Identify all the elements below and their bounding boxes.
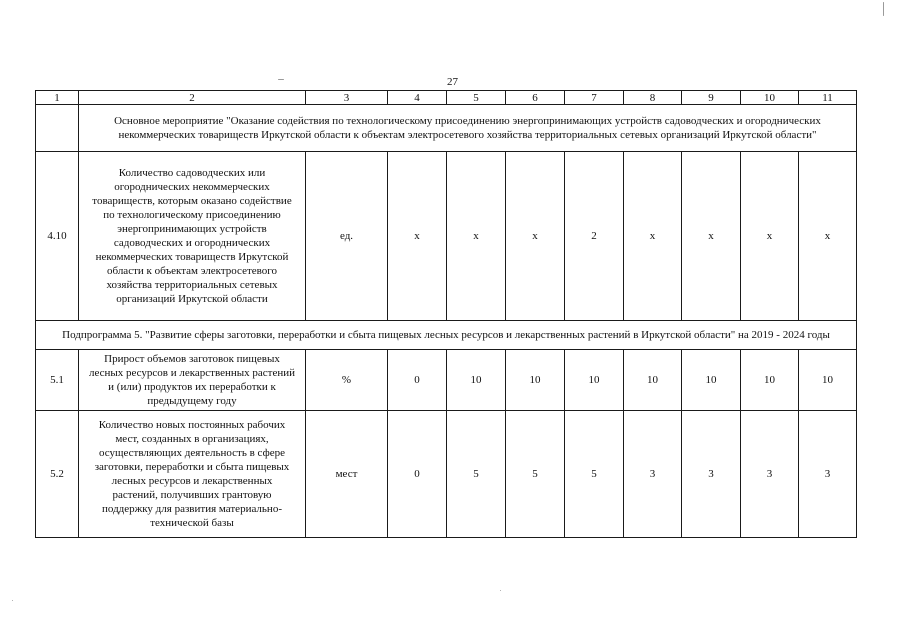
value-cell: 10	[447, 350, 506, 411]
main-activity-row	[36, 105, 857, 152]
value-cell: 2	[565, 152, 624, 321]
value-cell: х	[741, 152, 799, 321]
indicator-name-line: хозяйства территориальных сетевых	[106, 279, 278, 291]
value-cell: 3	[682, 411, 741, 538]
indicator-name-line: лесных ресурсов и лекарственных	[111, 475, 273, 487]
page-number: 27	[447, 76, 458, 88]
value-cell: х	[624, 152, 682, 321]
subprogram-row	[36, 321, 857, 350]
table-row	[36, 152, 857, 321]
indicator-name-line: мест, созданных в организациях,	[115, 433, 269, 445]
indicator-name-line: лесных ресурсов и лекарственных растений	[88, 367, 296, 379]
indicator-name-line: поддержку для развития материально-	[102, 503, 282, 515]
unit-cell: ед.	[306, 152, 388, 321]
value-cell: 3	[741, 411, 799, 538]
value-cell: 10	[506, 350, 565, 411]
indicator-name-line: по технологическому присоединению	[103, 209, 281, 221]
unit-cell: мест	[306, 411, 388, 538]
indicator-name-line: Количество садоводческих или	[118, 167, 266, 179]
value-cell: 5	[506, 411, 565, 538]
row-number: 5.1	[36, 350, 79, 411]
value-cell: х	[506, 152, 565, 321]
column-header: 7	[565, 91, 624, 105]
scan-speck	[12, 600, 13, 601]
value-cell: 10	[741, 350, 799, 411]
table-row	[36, 411, 857, 538]
value-cell: 10	[682, 350, 741, 411]
row-number: 5.2	[36, 411, 79, 538]
column-header: 6	[506, 91, 565, 105]
value-cell: х	[682, 152, 741, 321]
indicator-name-line: Прирост объемов заготовок пищевых	[104, 353, 280, 365]
subprogram-title: Подпрограмма 5. "Развитие сферы заготовки, переработки и сбыта пищевых лесных ресурсов и лекарственных растений в Иркутской области" на 2019 - 2024 годы	[36, 321, 857, 350]
empty-cell	[36, 105, 79, 152]
value-cell: 5	[447, 411, 506, 538]
indicator-name	[79, 350, 306, 411]
value-cell: 5	[565, 411, 624, 538]
indicators-table	[35, 90, 857, 538]
column-header: 8	[624, 91, 682, 105]
indicator-name-line: энергопринимающих устройств	[117, 223, 267, 235]
indicator-name	[79, 152, 306, 321]
indicator-name-line: предыдущему году	[147, 395, 237, 407]
column-header: 5	[447, 91, 506, 105]
unit-cell: %	[306, 350, 388, 411]
column-header: 10	[741, 91, 799, 105]
value-cell: 3	[624, 411, 682, 538]
column-header: 3	[306, 91, 388, 105]
indicator-name	[79, 411, 306, 538]
value-cell: 3	[799, 411, 857, 538]
indicator-name-line: товариществ, которым оказано содействие	[92, 195, 292, 207]
row-number: 4.10	[36, 152, 79, 321]
indicator-name-line: огороднических некоммерческих	[114, 181, 270, 193]
table-row	[36, 350, 857, 411]
column-header: 11	[799, 91, 857, 105]
scan-speck	[883, 2, 884, 16]
indicator-name-line: заготовки, переработки и сбыта пищевых	[94, 461, 290, 473]
main-activity-title: Основное мероприятие "Оказание содействия по технологическому присоединению энергопринимающих устройств садоводческих и огороднических некоммерческих товариществ Иркутской области к объектам электросетевого хозяйства территориальных сетевых организаций Иркутской области"	[79, 105, 857, 152]
indicator-name-line: и (или) продуктов их переработки к	[108, 381, 276, 393]
value-cell: 10	[565, 350, 624, 411]
value-cell: 0	[388, 350, 447, 411]
value-cell: 10	[624, 350, 682, 411]
scan-speck	[278, 79, 284, 80]
value-cell: х	[447, 152, 506, 321]
value-cell: 0	[388, 411, 447, 538]
column-number-row	[36, 91, 857, 105]
value-cell: х	[388, 152, 447, 321]
column-header: 4	[388, 91, 447, 105]
indicator-name-line: растений, получивших грантовую	[112, 489, 272, 501]
value-cell: х	[799, 152, 857, 321]
indicator-name-line: осуществляющих деятельность в сфере	[99, 447, 285, 459]
indicator-name-line: Количество новых постоянных рабочих	[98, 419, 286, 431]
indicator-name-line: области к объектам электросетевого	[107, 265, 277, 277]
indicator-name-line: некоммерческих товариществ Иркутской	[95, 251, 289, 263]
value-cell: 10	[799, 350, 857, 411]
indicator-name-line: садоводческих и огороднических	[113, 237, 271, 249]
indicator-name-line: организаций Иркутской области	[116, 293, 268, 305]
scan-speck	[500, 590, 501, 591]
indicator-name-line: технической базы	[150, 517, 234, 529]
column-header: 9	[682, 91, 741, 105]
column-header: 2	[79, 91, 306, 105]
column-header: 1	[36, 91, 79, 105]
